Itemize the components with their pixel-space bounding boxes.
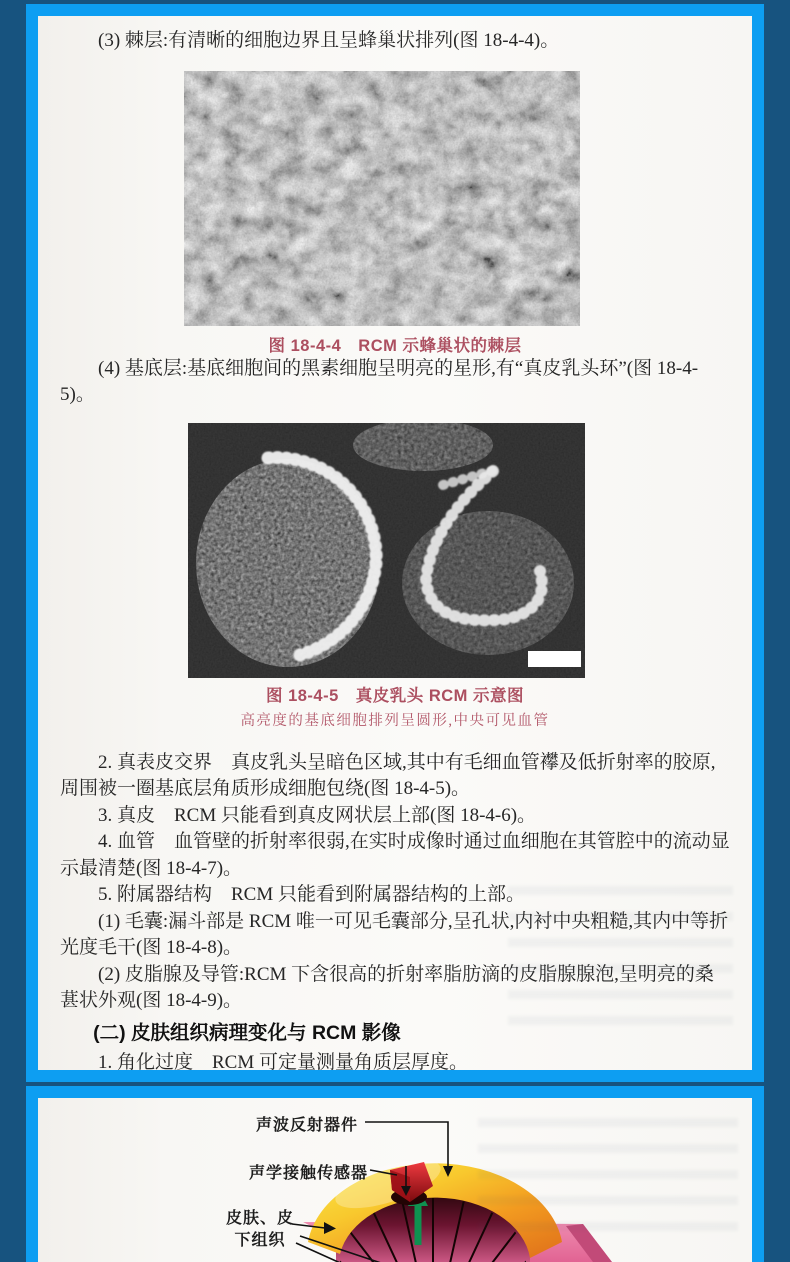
scale-bar — [528, 651, 581, 667]
diagram-page-panel — [26, 1086, 764, 1262]
paragraph-dermis: 3. 真皮 RCM 只能看到真皮网状层上部(图 18-4-6)。 — [98, 804, 537, 826]
label-acoustic-reflector: 声波反射器件 — [255, 1117, 358, 1134]
acoustic-sensor-diagram — [38, 1098, 752, 1262]
rcm-image-dermal-papilla — [188, 423, 585, 678]
rcm-image-honeycomb-spinous — [184, 71, 580, 326]
figure-18-4-4 — [184, 71, 580, 326]
text-page-panel — [26, 4, 764, 1082]
figure-18-4-5 — [188, 423, 585, 678]
label-skin-line2: 下组织 — [234, 1232, 286, 1249]
figure-18-4-5-subcaption: 高亮度的基底细胞排列呈圆形,中央可见血管 — [240, 712, 550, 729]
paragraph-hair-follicle: (1) 毛囊:漏斗部是 RCM 唯一可见毛囊部分,呈孔状,内衬中央粗糙,其内中等折光度毛干(图 18-4-8)。 — [60, 910, 729, 958]
paragraph-vessels: 4. 血管 血管壁的折射率很弱,在实时成像时通过血细胞在其管腔中的流动显示最清楚(图 18-4-7)。 — [60, 831, 730, 879]
paragraph-hyperkeratosis: 1. 角化过度 RCM 可定量测量角质层厚度。 — [98, 1051, 468, 1073]
paragraph-adnexa: 5. 附属器结构 RCM 只能看到附属器结构的上部。 — [98, 884, 525, 905]
label-acoustic-contact-sensor: 声学接触传感器 — [248, 1165, 368, 1182]
label-skin-line1: 皮肤、皮 — [225, 1210, 294, 1227]
paragraph-sebaceous: (2) 皮脂腺及导管:RCM 下含很高的折射率脂肪滴的皮脂腺腺泡,呈明亮的桑葚状外观(图 18-4-9)。 — [60, 963, 714, 1011]
label-skin-subcutaneous-tissue — [220, 1208, 300, 1252]
figure-18-4-4-caption: 图 18-4-4 RCM 示蜂巢状的棘层 — [268, 336, 522, 355]
section-heading-pathology-rcm: (二) 皮肤组织病理变化与 RCM 影像 — [93, 1021, 401, 1044]
paragraph-basal-layer: (4) 基底层:基底细胞间的黑素细胞呈明亮的星形,有“真皮乳头环”(图 18-4-5)。 — [60, 357, 699, 405]
figure-18-4-5-caption: 图 18-4-5 真皮乳头 RCM 示意图 — [265, 686, 525, 705]
paragraph-spinous-layer: (3) 棘层:有清晰的细胞边界且呈蜂巢状排列(图 18-4-4)。 — [98, 30, 560, 51]
paragraph-dej: 2. 真表皮交界 真皮乳头呈暗色区域,其中有毛细血管襻及低折射率的胶原,周围被一圈基底层角质形成细胞包绕(图 18-4-5)。 — [60, 751, 716, 799]
